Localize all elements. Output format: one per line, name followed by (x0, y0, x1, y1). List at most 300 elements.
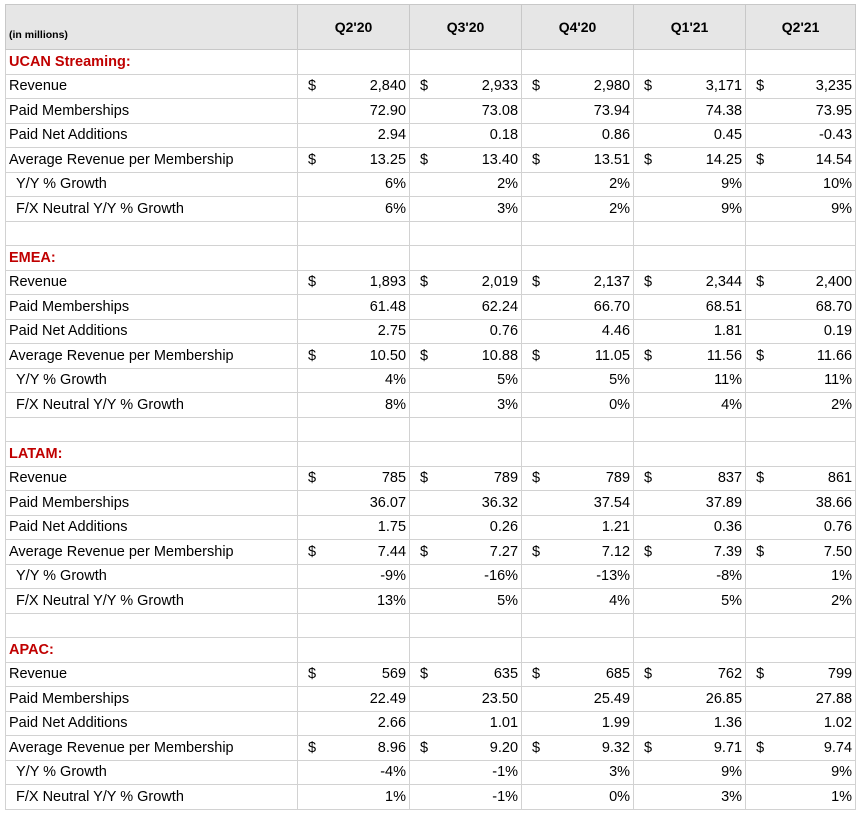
empty-cell (298, 613, 328, 638)
value-cell: 2.94 (328, 123, 410, 148)
value-cell: 785 (328, 466, 410, 491)
value-cell: 3,171 (664, 74, 746, 99)
value-cell: 2.66 (328, 711, 410, 736)
value-cell: 1.81 (664, 319, 746, 344)
currency-symbol (298, 687, 328, 712)
value-cell: 3% (440, 197, 522, 222)
row-label: Paid Net Additions (6, 123, 298, 148)
table-row (6, 123, 856, 148)
row-label: Y/Y % Growth (6, 760, 298, 785)
empty-cell (410, 442, 440, 467)
currency-symbol: $ (298, 736, 328, 761)
value-cell: 62.24 (440, 295, 522, 320)
currency-symbol: $ (634, 662, 664, 687)
value-cell: -9% (328, 564, 410, 589)
currency-symbol (746, 393, 776, 418)
value-cell: 13.51 (552, 148, 634, 173)
empty-cell (552, 246, 634, 271)
value-cell: 0.18 (440, 123, 522, 148)
empty-cell (664, 246, 746, 271)
currency-symbol (298, 123, 328, 148)
value-cell: 1.36 (664, 711, 746, 736)
currency-symbol (522, 515, 552, 540)
empty-cell (634, 246, 664, 271)
table-row (6, 589, 856, 614)
value-cell: 0.26 (440, 515, 522, 540)
value-cell: 1% (776, 564, 856, 589)
header-row (6, 5, 856, 50)
table-row (6, 785, 856, 810)
empty-cell (522, 638, 552, 663)
row-label: F/X Neutral Y/Y % Growth (6, 785, 298, 810)
value-cell: 4% (328, 368, 410, 393)
currency-symbol (410, 515, 440, 540)
value-cell: 789 (552, 466, 634, 491)
value-cell: 10% (776, 172, 856, 197)
value-cell: 7.50 (776, 540, 856, 565)
currency-symbol (522, 368, 552, 393)
value-cell: 2,400 (776, 270, 856, 295)
currency-symbol (746, 172, 776, 197)
row-label: Revenue (6, 270, 298, 295)
currency-symbol (522, 491, 552, 516)
row-label: Revenue (6, 662, 298, 687)
value-cell: -13% (552, 564, 634, 589)
currency-symbol (634, 197, 664, 222)
empty-cell (298, 50, 328, 75)
empty-cell (522, 442, 552, 467)
currency-symbol (298, 197, 328, 222)
currency-symbol (746, 295, 776, 320)
currency-symbol (746, 564, 776, 589)
value-cell: 0.36 (664, 515, 746, 540)
empty-cell (664, 613, 746, 638)
value-cell: 36.07 (328, 491, 410, 516)
table-row (6, 172, 856, 197)
currency-symbol (298, 319, 328, 344)
empty-cell (776, 638, 856, 663)
value-cell: -1% (440, 785, 522, 810)
value-cell: 2,344 (664, 270, 746, 295)
currency-symbol: $ (634, 74, 664, 99)
value-cell: 3% (664, 785, 746, 810)
empty-cell (664, 442, 746, 467)
empty-cell (552, 221, 634, 246)
value-cell: 2.75 (328, 319, 410, 344)
empty-cell (552, 50, 634, 75)
table-row (6, 148, 856, 173)
currency-symbol: $ (298, 466, 328, 491)
value-cell: 0.86 (552, 123, 634, 148)
currency-symbol (634, 319, 664, 344)
value-cell: 0.19 (776, 319, 856, 344)
empty-cell (410, 246, 440, 271)
units-label: (in millions) (6, 5, 298, 50)
value-cell: 1.01 (440, 711, 522, 736)
empty-cell (6, 417, 298, 442)
value-cell: 0.76 (440, 319, 522, 344)
currency-symbol (746, 368, 776, 393)
value-cell: 22.49 (328, 687, 410, 712)
value-cell: 11.05 (552, 344, 634, 369)
currency-symbol: $ (522, 148, 552, 173)
currency-symbol: $ (298, 270, 328, 295)
empty-cell (746, 417, 776, 442)
currency-symbol (746, 589, 776, 614)
empty-cell (664, 50, 746, 75)
value-cell: 7.44 (328, 540, 410, 565)
value-cell: 7.12 (552, 540, 634, 565)
currency-symbol (410, 711, 440, 736)
empty-cell (328, 613, 410, 638)
value-cell: 8% (328, 393, 410, 418)
value-cell: 5% (664, 589, 746, 614)
table-row (6, 736, 856, 761)
value-cell: 74.38 (664, 99, 746, 124)
region-title: APAC: (6, 638, 298, 663)
row-label: Y/Y % Growth (6, 368, 298, 393)
currency-symbol: $ (298, 540, 328, 565)
currency-symbol (410, 491, 440, 516)
empty-cell (634, 638, 664, 663)
table-row (6, 760, 856, 785)
empty-cell (552, 417, 634, 442)
value-cell: 1.99 (552, 711, 634, 736)
value-cell: 837 (664, 466, 746, 491)
currency-symbol (746, 515, 776, 540)
currency-symbol: $ (746, 736, 776, 761)
currency-symbol (410, 785, 440, 810)
empty-cell (522, 613, 552, 638)
currency-symbol (634, 295, 664, 320)
empty-cell (776, 442, 856, 467)
region-header-row (6, 246, 856, 271)
currency-symbol (634, 123, 664, 148)
value-cell: 11% (664, 368, 746, 393)
value-cell: 73.08 (440, 99, 522, 124)
value-cell: -1% (440, 760, 522, 785)
currency-symbol (410, 760, 440, 785)
empty-cell (410, 221, 440, 246)
column-header: Q4'20 (522, 5, 634, 50)
value-cell: 2% (776, 393, 856, 418)
currency-symbol (634, 368, 664, 393)
currency-symbol (410, 197, 440, 222)
currency-symbol (298, 760, 328, 785)
value-cell: 26.85 (664, 687, 746, 712)
empty-cell (410, 417, 440, 442)
value-cell: 1.02 (776, 711, 856, 736)
empty-cell (410, 50, 440, 75)
empty-cell (634, 221, 664, 246)
currency-symbol (298, 515, 328, 540)
currency-symbol (410, 368, 440, 393)
table-row (6, 711, 856, 736)
membership-table (5, 4, 856, 810)
empty-cell (776, 417, 856, 442)
currency-symbol (298, 99, 328, 124)
empty-cell (440, 221, 522, 246)
currency-symbol: $ (522, 662, 552, 687)
row-label: Average Revenue per Membership (6, 540, 298, 565)
row-label: Paid Net Additions (6, 319, 298, 344)
table-row (6, 99, 856, 124)
value-cell: 36.32 (440, 491, 522, 516)
value-cell: 762 (664, 662, 746, 687)
currency-symbol (634, 687, 664, 712)
value-cell: 9% (664, 760, 746, 785)
currency-symbol (634, 711, 664, 736)
empty-cell (746, 50, 776, 75)
empty-cell (522, 246, 552, 271)
currency-symbol: $ (298, 662, 328, 687)
value-cell: 685 (552, 662, 634, 687)
table-row (6, 515, 856, 540)
value-cell: 569 (328, 662, 410, 687)
currency-symbol (298, 491, 328, 516)
row-label: Paid Memberships (6, 99, 298, 124)
empty-cell (328, 442, 410, 467)
empty-cell (440, 638, 522, 663)
currency-symbol (410, 319, 440, 344)
currency-symbol: $ (298, 74, 328, 99)
empty-cell (776, 50, 856, 75)
value-cell: 8.96 (328, 736, 410, 761)
currency-symbol (634, 564, 664, 589)
value-cell: 61.48 (328, 295, 410, 320)
empty-cell (746, 221, 776, 246)
value-cell: 799 (776, 662, 856, 687)
currency-symbol: $ (746, 344, 776, 369)
region-title: UCAN Streaming: (6, 50, 298, 75)
empty-cell (298, 442, 328, 467)
value-cell: 5% (552, 368, 634, 393)
empty-cell (776, 221, 856, 246)
currency-symbol: $ (410, 540, 440, 565)
value-cell: 861 (776, 466, 856, 491)
currency-symbol (522, 564, 552, 589)
table-row (6, 466, 856, 491)
currency-symbol (410, 295, 440, 320)
value-cell: 25.49 (552, 687, 634, 712)
value-cell: 1% (328, 785, 410, 810)
table-row (6, 564, 856, 589)
value-cell: -4% (328, 760, 410, 785)
currency-symbol (522, 295, 552, 320)
table-row (6, 662, 856, 687)
table-row (6, 295, 856, 320)
value-cell: 10.88 (440, 344, 522, 369)
currency-symbol (634, 760, 664, 785)
currency-symbol (298, 564, 328, 589)
currency-symbol: $ (746, 148, 776, 173)
table-row (6, 74, 856, 99)
currency-symbol (746, 123, 776, 148)
currency-symbol (410, 99, 440, 124)
value-cell: 14.25 (664, 148, 746, 173)
currency-symbol (522, 393, 552, 418)
column-header: Q3'20 (410, 5, 522, 50)
currency-symbol (522, 99, 552, 124)
value-cell: 72.90 (328, 99, 410, 124)
region-header-row (6, 638, 856, 663)
empty-cell (440, 246, 522, 271)
currency-symbol (634, 785, 664, 810)
currency-symbol (522, 785, 552, 810)
value-cell: 11.56 (664, 344, 746, 369)
value-cell: -16% (440, 564, 522, 589)
empty-cell (634, 442, 664, 467)
empty-cell (328, 50, 410, 75)
currency-symbol (410, 564, 440, 589)
value-cell: -8% (664, 564, 746, 589)
currency-symbol: $ (634, 540, 664, 565)
region-title: LATAM: (6, 442, 298, 467)
empty-cell (410, 638, 440, 663)
currency-symbol (410, 589, 440, 614)
currency-symbol (522, 197, 552, 222)
currency-symbol (298, 295, 328, 320)
table-row (6, 687, 856, 712)
value-cell: 0% (552, 785, 634, 810)
currency-symbol: $ (410, 662, 440, 687)
currency-symbol: $ (634, 344, 664, 369)
currency-symbol (522, 589, 552, 614)
currency-symbol: $ (522, 736, 552, 761)
value-cell: 4.46 (552, 319, 634, 344)
value-cell: 2,137 (552, 270, 634, 295)
currency-symbol (522, 760, 552, 785)
value-cell: 2% (776, 589, 856, 614)
currency-symbol (746, 687, 776, 712)
currency-symbol (410, 172, 440, 197)
empty-cell (440, 442, 522, 467)
value-cell: 66.70 (552, 295, 634, 320)
empty-cell (664, 638, 746, 663)
row-label: F/X Neutral Y/Y % Growth (6, 393, 298, 418)
value-cell: 23.50 (440, 687, 522, 712)
row-label: F/X Neutral Y/Y % Growth (6, 589, 298, 614)
empty-cell (776, 246, 856, 271)
value-cell: 1% (776, 785, 856, 810)
table-row (6, 270, 856, 295)
currency-symbol (634, 393, 664, 418)
value-cell: 3% (440, 393, 522, 418)
table-body (6, 5, 856, 810)
value-cell: 2,933 (440, 74, 522, 99)
value-cell: 2% (552, 197, 634, 222)
currency-symbol (298, 711, 328, 736)
empty-cell (746, 613, 776, 638)
value-cell: 9.32 (552, 736, 634, 761)
currency-symbol (298, 785, 328, 810)
table-row (6, 540, 856, 565)
value-cell: 6% (328, 197, 410, 222)
value-cell: 7.27 (440, 540, 522, 565)
value-cell: 3,235 (776, 74, 856, 99)
currency-symbol: $ (522, 74, 552, 99)
empty-cell (328, 221, 410, 246)
value-cell: 13.25 (328, 148, 410, 173)
row-label: Y/Y % Growth (6, 172, 298, 197)
row-label: Average Revenue per Membership (6, 148, 298, 173)
empty-cell (522, 417, 552, 442)
spacer-row (6, 221, 856, 246)
empty-cell (634, 50, 664, 75)
empty-cell (522, 50, 552, 75)
currency-symbol: $ (746, 540, 776, 565)
currency-symbol (746, 785, 776, 810)
currency-symbol (522, 123, 552, 148)
currency-symbol: $ (746, 74, 776, 99)
value-cell: 2,019 (440, 270, 522, 295)
empty-cell (552, 638, 634, 663)
empty-cell (298, 246, 328, 271)
value-cell: 9.74 (776, 736, 856, 761)
currency-symbol (410, 123, 440, 148)
empty-cell (776, 613, 856, 638)
empty-cell (746, 442, 776, 467)
spacer-row (6, 417, 856, 442)
currency-symbol: $ (410, 736, 440, 761)
currency-symbol (298, 368, 328, 393)
currency-symbol: $ (634, 148, 664, 173)
currency-symbol (522, 687, 552, 712)
value-cell: 0% (552, 393, 634, 418)
table-row (6, 319, 856, 344)
empty-cell (328, 638, 410, 663)
row-label: Paid Memberships (6, 687, 298, 712)
region-header-row (6, 442, 856, 467)
empty-cell (634, 613, 664, 638)
value-cell: 68.51 (664, 295, 746, 320)
row-label: Revenue (6, 74, 298, 99)
value-cell: 11.66 (776, 344, 856, 369)
currency-symbol (298, 172, 328, 197)
currency-symbol (746, 711, 776, 736)
empty-cell (664, 417, 746, 442)
region-header-row (6, 50, 856, 75)
currency-symbol (746, 760, 776, 785)
currency-symbol (634, 172, 664, 197)
value-cell: 7.39 (664, 540, 746, 565)
value-cell: 13% (328, 589, 410, 614)
empty-cell (6, 613, 298, 638)
value-cell: 9% (776, 760, 856, 785)
currency-symbol (522, 319, 552, 344)
currency-symbol: $ (410, 74, 440, 99)
currency-symbol: $ (746, 466, 776, 491)
row-label: F/X Neutral Y/Y % Growth (6, 197, 298, 222)
currency-symbol (634, 589, 664, 614)
value-cell: 37.54 (552, 491, 634, 516)
value-cell: 9.71 (664, 736, 746, 761)
value-cell: -0.43 (776, 123, 856, 148)
currency-symbol: $ (522, 270, 552, 295)
value-cell: 9% (664, 172, 746, 197)
currency-symbol: $ (634, 466, 664, 491)
empty-cell (440, 50, 522, 75)
value-cell: 27.88 (776, 687, 856, 712)
value-cell: 2% (552, 172, 634, 197)
value-cell: 10.50 (328, 344, 410, 369)
currency-symbol (746, 99, 776, 124)
empty-cell (440, 417, 522, 442)
empty-cell (552, 442, 634, 467)
currency-symbol (410, 687, 440, 712)
value-cell: 789 (440, 466, 522, 491)
currency-symbol: $ (298, 344, 328, 369)
